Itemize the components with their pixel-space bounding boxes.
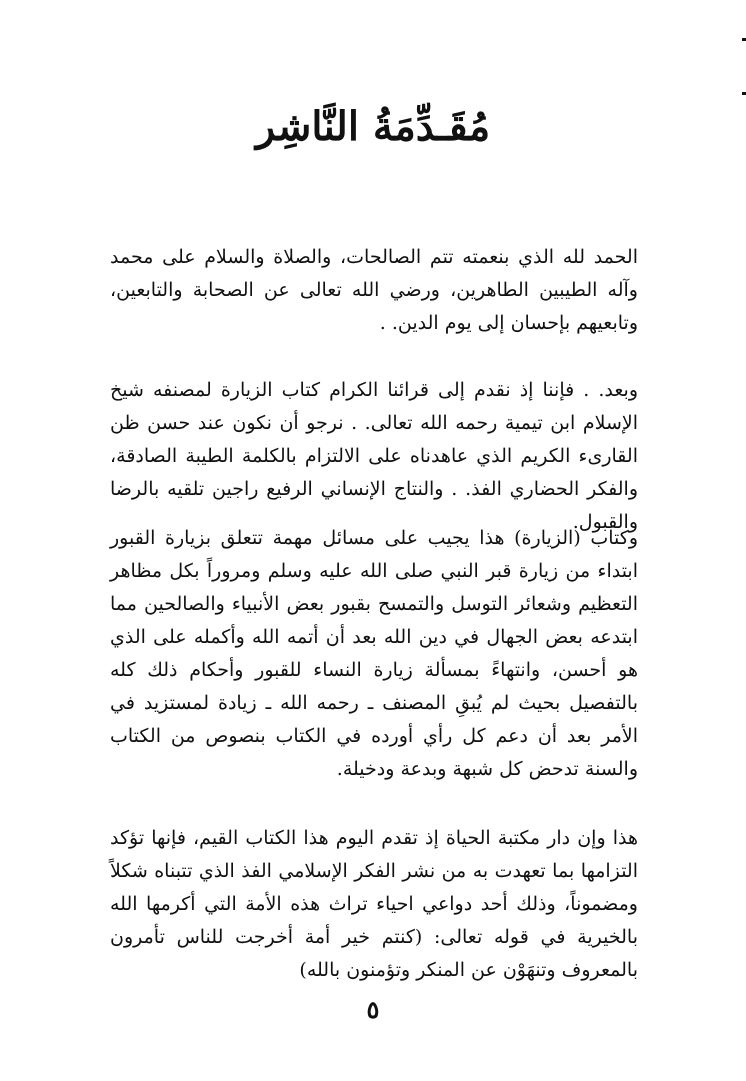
page-title: مُقَـدِّمَةُ النَّاشِر	[255, 103, 491, 150]
paragraph-4: هذا وإن دار مكتبة الحياة إذ تقدم اليوم هذا الكتاب القيم، فإنها تؤكد التزامها بما تعهدت به من نشر الفكر الإسلامي الفذ الذي تتبناه شكلاً ومضموناً، وذلك أحد دواعي احياء تراث هذه الأمة التي أكرمها الله بالخيرية في قوله تعالى: (كنتم خير أمة أخرجت للناس تأمرون بالمعروف وتنهَوْن عن المنكر وتؤمنون بالله)	[110, 827, 638, 981]
paragraph-1: الحمد لله الذي بنعمته تتم الصالحات، والصلاة والسلام على محمد وآله الطيبين الطاهرين، ورضي الله تعالى عن الصحابة والتابعين، وتابعيهم بإحسان إلى يوم الدين. .	[110, 246, 638, 334]
page-number: ٥	[366, 995, 380, 1024]
paragraph-3: وكتاب (الزيارة) هذا يجيب على مسائل مهمة تتعلق بزيارة القبور ابتداء من زيارة قبر النبي صلى الله عليه وسلم ومروراً بكل مظاهر التعظيم وشعائر التوسل والتمسح بقبور بعض الأنبياء والصالحين مما ابتدعه بعض الجهال في دين الله بعد أن أتمه الله وأكمله على الذي هو أحسن، وانتهاءً بمسألة زيارة النساء للقبور وأحكام ذلك كله بالتفصيل بحيث لم يُبقِ المصنف ـ رحمه الله ـ زيادة لمستزيد في الأمر بعد أن دعم كل رأي أورده في الكتاب بنصوص من الكتاب والسنة تدحض كل شبهة وبدعة ودخيلة.	[110, 527, 638, 780]
paragraph-2: وبعد. . فإننا إذ نقدم إلى قرائنا الكرام كتاب الزيارة لمصنفه شيخ الإسلام ابن تيمية رحمه الله تعالى. . نرجو أن نكون عند حسن ظن القارىء الكريم الذي عاهدناه على الالتزام بالكلمة الطيبة الصادقة، والفكر الحضاري الفذ. . والنتاج الإنساني الرفيع راجين تلقيه بالرضا والقبول.	[110, 379, 638, 533]
edge-mark	[742, 38, 746, 41]
edge-mark	[742, 92, 746, 95]
